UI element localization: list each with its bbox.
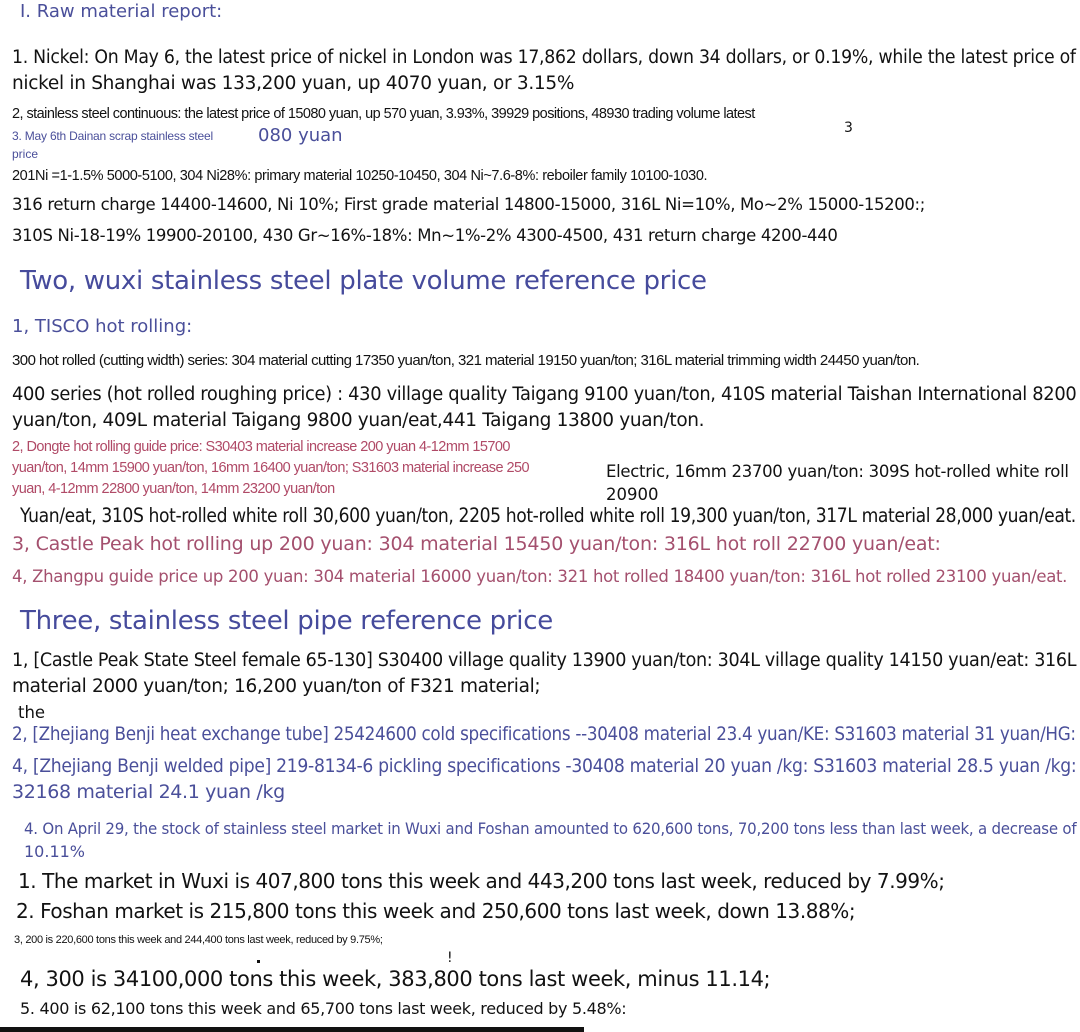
castle-state-line-1: 1, [Castle Peak State Steel female 65-130] S30400 village quality 13900 yuan/ton: 304L village quality 14150 yuan/eat: 316L [12,650,1077,671]
benji-pipe-line-2: 32168 material 24.1 yuan /kg [12,781,285,803]
castle-peak-hot-line: 3, Castle Peak hot rolling up 200 yuan: 304 material 15450 yuan/ton: 316L hot roll 22700 yuan/eat: [12,533,941,555]
castle-state-line-2: material 2000 yuan/ton; 16,200 yuan/ton of F321 material; [12,676,541,697]
stray-digit-3: 3 [844,120,853,136]
dongte-line-3: yuan, 4-12mm 22800 yuan/ton, 14mm 23200 yuan/ton [12,481,335,497]
section-heading-plate-price: Two, wuxi stainless steel plate volume reference price [20,266,707,296]
foshan-market-line: 2. Foshan market is 215,800 tons this week and 250,600 tons last week, down 13.88%; [16,899,856,923]
line-201ni: 201Ni =1-1.5% 5000-5100, 304 Ni28%: primary material 10250-10450, 304 Ni~7.6-8%: reboiler family 10100-1030. [12,168,708,184]
series-400-stock-line: 5. 400 is 62,100 tons this week and 65,700 tons last week, reduced by 5.48%: [20,999,627,1018]
line-310s: 310S Ni-18-19% 19900-20100, 430 Gr~16%-18%: Mn~1%-2% 4300-4500, 431 return charge 4200-440 [12,226,838,245]
tisco-heading: 1, TISCO hot rolling: [12,316,193,337]
benji-tube-line: 2, [Zhejiang Benji heat exchange tube] 25424600 cold specifications --30408 material 23.4 yuan/KE: S31603 material 31 yuan/HG: [12,723,1076,745]
section-heading-pipe-price: Three, stainless steel pipe reference price [20,606,553,636]
zhangpu-line: 4, Zhangpu guide price up 200 yuan: 304 material 16000 yuan/ton: 321 hot rolled 18400 yuan/ton: 316L hot rolled 23100 yuan/eat. [12,567,1068,586]
series-200-line: 3, 200 is 220,600 tons this week and 244,400 tons last week, reduced by 9.75%; [14,934,383,946]
scrap-line-1: 3. May 6th Dainan scrap stainless steel [12,129,213,143]
continuous-line: 2, stainless steel continuous: the latest price of 15080 yuan, up 570 yuan, 3.93%, 39929 positions, 48930 trading volume latest [12,106,755,122]
nickel-line-2: nickel in Shanghai was 133,200 yuan, up 4070 yuan, or 3.15% [12,73,575,94]
electric-line-1: Electric, 16mm 23700 yuan/ton: 309S hot-rolled white roll [606,462,1069,481]
electric-line-2: 20900 [606,485,659,504]
wuxi-market-line: 1. The market in Wuxi is 407,800 tons this week and 443,200 tons last week, reduced by 7.99%; [18,869,945,893]
series-400-line-2: yuan/ton, 409L material Taigang 9800 yuan/eat,441 Taigang 13800 yuan/ton. [12,410,705,431]
line-316: 316 return charge 14400-14600, Ni 10%; First grade material 14800-15000, 316L Ni=10%, Mo~2% 15000-15200:; [12,195,925,214]
yuan-eat-line: Yuan/eat, 310S hot-rolled white roll 30,600 yuan/ton, 2205 hot-rolled white roll 19,300 yuan/ton, 317L material 28,000 yuan/eat. [20,504,1076,527]
section-heading-raw-material: I. Raw material report: [20,1,223,22]
scrap-line-2: price [12,147,39,161]
stock-line-1: 4. On April 29, the stock of stainless steel market in Wuxi and Foshan amounted to 620,600 tons, 70,200 tons less than last week, a decrease of [24,819,1077,838]
stray-exclamation: ! [447,950,453,966]
dongte-line-1: 2, Dongte hot rolling guide price: S30403 material increase 200 yuan 4-12mm 15700 [12,439,510,455]
stray-dot [257,960,260,963]
stray-word-the: the [18,703,46,722]
scrap-price: 080 yuan [258,125,343,146]
series-300-line: 300 hot rolled (cutting width) series: 304 material cutting 17350 yuan/ton, 321 material 19150 yuan/ton; 316L material trimming width 24450 yuan/ton. [12,352,920,369]
nickel-line-1: 1. Nickel: On May 6, the latest price of nickel in London was 17,862 dollars, down 34 dollars, or 0.19%, while the latest price of [12,47,1076,68]
benji-pipe-line-1: 4, [Zhejiang Benji welded pipe] 219-8134-6 pickling specifications -30408 material 20 yuan /kg: S31603 material 28.5 yuan /kg: [12,755,1077,777]
dongte-line-2: yuan/ton, 14mm 15900 yuan/ton, 16mm 16400 yuan/ton; S31603 material increase 250 [12,460,530,476]
series-400-line-1: 400 series (hot rolled roughing price) : 430 village quality Taigang 9100 yuan/ton, 410S material Taishan International 8200 [12,384,1077,405]
series-300-stock-line: 4, 300 is 34100,000 tons this week, 383,800 tons last week, minus 11.14; [20,967,771,991]
stock-line-2: 10.11% [24,842,86,861]
bottom-divider [0,1027,584,1032]
